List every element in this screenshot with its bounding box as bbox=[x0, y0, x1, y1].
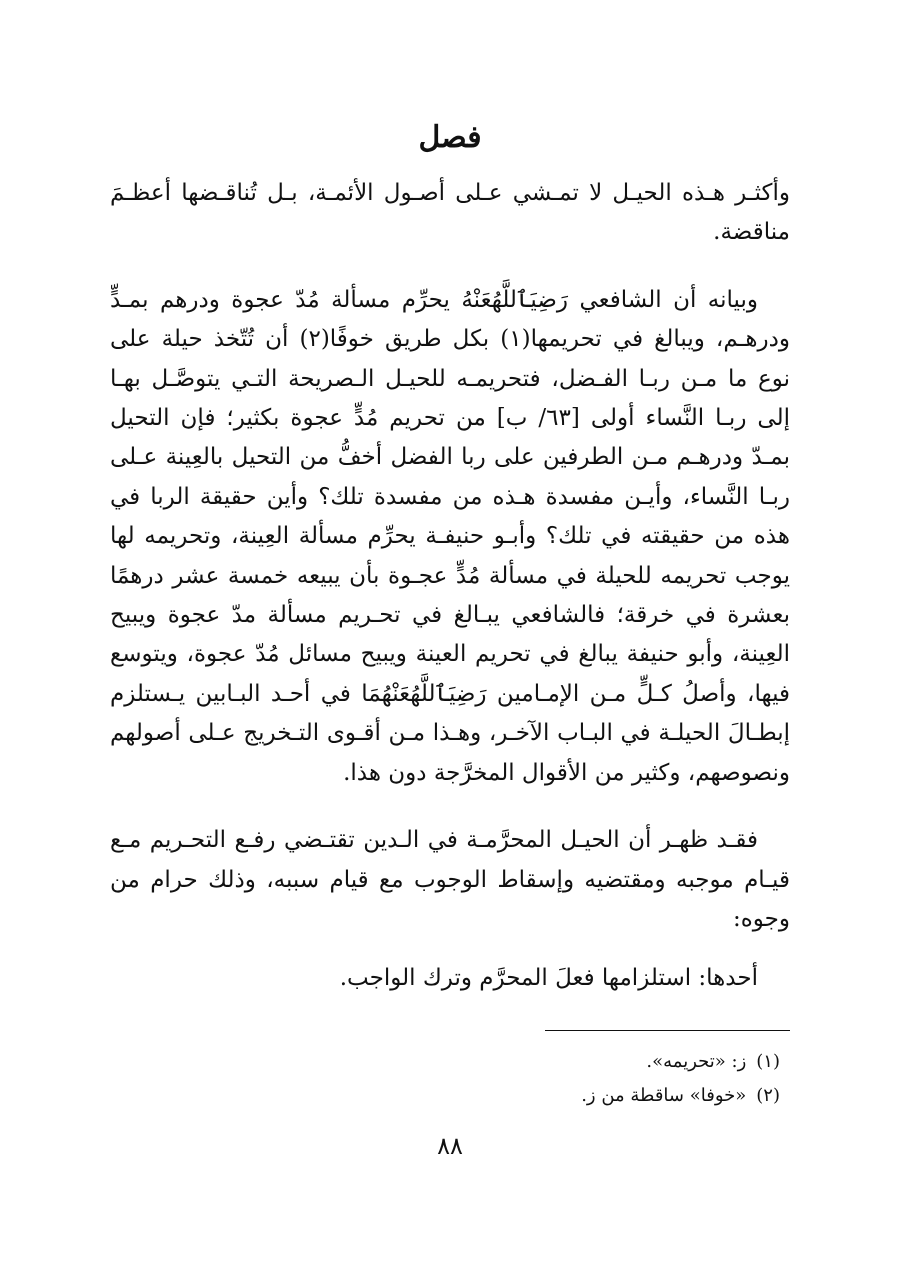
footnote-divider bbox=[545, 1030, 790, 1031]
footnotes bbox=[220, 1045, 780, 1113]
paragraph-explanation: وبيانه أن الشافعي رَضِيَٱللَّهُعَنْهُ يحرِّم مسألة مُدّ عجوة ودرهم بمـدٍّ ودرهـم، ويبالغ في تحريمها(١) بكل طريق خوفًا(٢) أن تُتّخذ حيلة على نوع ما مـن ربـا الفـضل، فتحريمـه للحيـل الـصريحة التـي يتوصَّـل بهـا إلى ربـا النَّساء أولى [٦٣/ ب] من تحريم مُدٍّ عجوة بكثير؛ فإن التحيل بمـدّ ودرهـم مـن الطرفين على ربا الفضل أخفُّ من التحيل بالعِينة عـلى ربـا النَّساء، وأيـن مفسدة هـذه من مفسدة تلك؟ وأين حقيقة الربا في هذه من حقيقته في تلك؟ وأبـو حنيفـة يحرِّم مسألة العِينة، وتحريمه لها يوجب تحريمه للحيلة في مسألة مُدٍّ عجـوة بأن يبيعه خمسة عشر درهمًا بعشرة في خرقة؛ فالشافعي يبـالغ في تحـريم مسألة مدّ عجوة ويبيح العِينة، وأبو حنيفة يبالغ في تحريم العينة ويبيح مسائل مُدّ عجوة، ويتوسع فيها، وأصلُ كـلٍّ مـن الإمـامين رَضِيَٱللَّهُعَنْهُمَا في أحـد البـابين يـستلزم إبطـالَ الحيلـة في البـاب الآخـر، وهـذا مـن أقـوى التـخريج عـلى أصولهم ونصوصهم، وكثير من الأقوال المخرَّجة دون هذا. bbox=[110, 286, 790, 786]
footnote-1 bbox=[220, 1045, 780, 1079]
page-number: ٨٨ bbox=[437, 1132, 463, 1160]
footnote-number: (٢) bbox=[756, 1085, 780, 1106]
footnote-number: (١) bbox=[756, 1051, 780, 1072]
footnote-2 bbox=[220, 1079, 780, 1113]
page-body bbox=[110, 120, 790, 1027]
section-title: فصل bbox=[418, 120, 482, 155]
paragraph-first-reason: أحدها: استلزامها فعلَ المحرَّم وترك الواجب. bbox=[339, 965, 758, 992]
footnote-text: «خوفا» ساقطة من ز. bbox=[581, 1085, 747, 1106]
footnote-text: ز: «تحريمه». bbox=[646, 1051, 747, 1072]
paragraph-intro: وأكثـر هـذه الحيـل لا تمـشي عـلى أصـول الأئمـة، بـل تُناقـضها أعظـمَ مناقضة. bbox=[110, 180, 790, 246]
paragraph-conclusion: فقـد ظهـر أن الحيـل المحرَّمـة في الـدين تقتـضي رفـع التحـريم مـع قيـام موجبه ومقتضيه وإسقاط الوجوب مع قيام سببه، وذلك حرام من وجوه: bbox=[110, 827, 790, 932]
